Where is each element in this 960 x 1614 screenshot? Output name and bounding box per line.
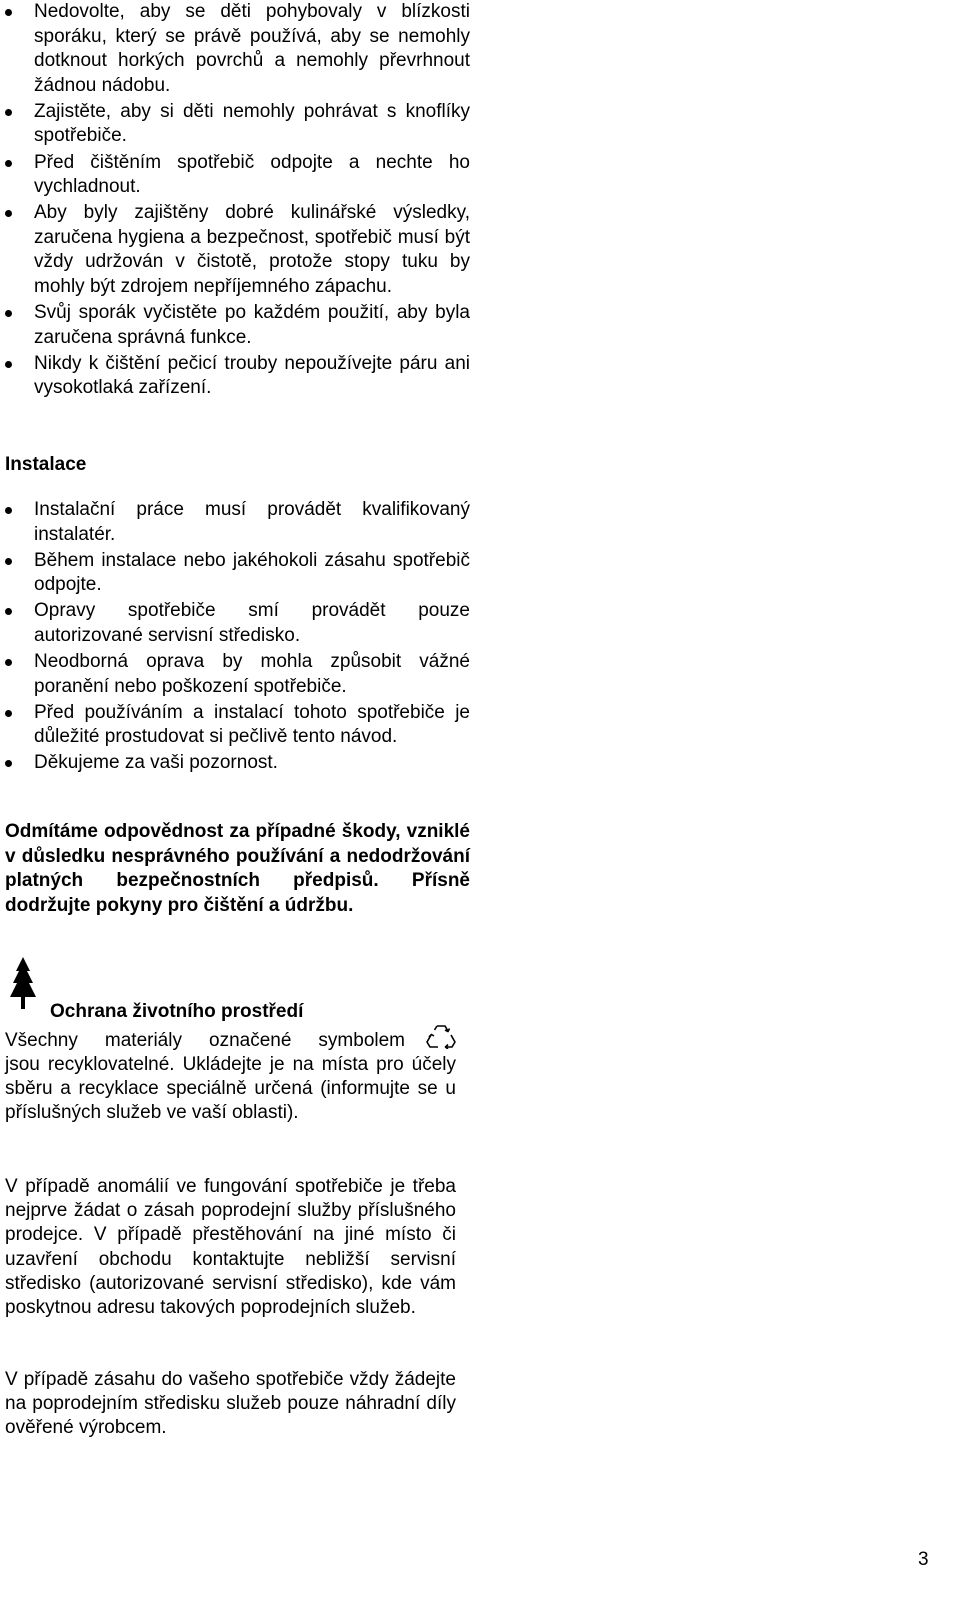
liability-warning: Odmítáme odpovědnost za případné škody, vzniklé v důsledku nesprávného používání a nedodržování platných bezpečnostních předpisů. Přísně dodržujte pokyny pro čištění a údržbu. — [5, 821, 470, 916]
list-item-text: Aby byly zajištěny dobré kulinářské výsledky, zaručena hygiena a bezpečnost, spotřebič musí být vždy udržován v čistotě, protože stopy tuku by mohly být zdrojem nepříjemného zápachu. — [34, 202, 470, 298]
list-item — [0, 599, 470, 648]
tree-icon — [8, 957, 38, 1009]
bullet-icon — [5, 558, 12, 565]
list-item — [0, 498, 470, 547]
list-item — [0, 151, 470, 200]
repair-paragraph: V případě zásahu do vašeho spotřebiče vždy žádejte na poprodejním středisku služeb pouze náhradní díly ověřené výrobcem. — [5, 1369, 456, 1439]
bullet-icon — [5, 9, 12, 16]
list-item-text: Opravy spotřebiče smí provádět pouze autorizované servisní středisko. — [34, 600, 470, 646]
list-item — [0, 352, 470, 401]
bullet-icon — [5, 608, 12, 615]
bullet-icon — [5, 760, 12, 767]
list-item — [0, 100, 470, 149]
page-number: 3 — [918, 1549, 929, 1570]
bullet-icon — [5, 507, 12, 514]
list-item — [0, 0, 470, 98]
list-item — [0, 650, 470, 699]
list-item-text: Instalační práce musí provádět kvalifikovaný instalatér. — [34, 499, 470, 545]
list-item-text: Během instalace nebo jakéhokoli zásahu spotřebič odpojte. — [34, 549, 470, 596]
recycle-icon — [426, 1023, 456, 1049]
list-item — [0, 549, 470, 598]
list-item — [0, 751, 470, 776]
list-item-text: Nikdy k čištění pečicí trouby nepoužívejte páru ani vysokotlaká zařízení. — [34, 352, 470, 399]
list-item-text: Před používáním a instalací tohoto spotřebiče je důležité prostudovat si pečlivě tento návod. — [34, 701, 470, 748]
list-item — [0, 201, 470, 299]
bullet-icon — [5, 109, 12, 116]
list-item-text: Neodborná oprava by mohla způsobit vážné poranění nebo poškození spotřebiče. — [34, 651, 470, 697]
list-item — [0, 301, 470, 350]
bullet-icon — [5, 210, 12, 217]
bullet-icon — [5, 160, 12, 167]
section-heading-instalace: Instalace — [5, 454, 87, 475]
environment-heading: Ochrana životního prostředí — [50, 1001, 304, 1022]
list-item-text: Nedovolte, aby se děti pohybovaly v blízkosti sporáku, který se právě používá, aby se nemohly dotknout horkých povrchů a nemohly převrhnout žádnou nádobu. — [34, 1, 470, 96]
list-item-text: Děkujeme za vaši pozornost. — [34, 752, 278, 774]
safety-list — [0, 0, 470, 403]
list-item-text: Svůj sporák vyčistěte po každém použití, aby byla zaručena správná funkce. — [34, 302, 470, 348]
list-item-text: Před čištěním spotřebič odpojte a nechte ho vychladnout. — [34, 151, 470, 198]
list-item — [0, 701, 470, 750]
install-list — [0, 498, 470, 778]
bullet-icon — [5, 361, 12, 368]
recycle-paragraph-rest: jsou recyklovatelné. Ukládejte je na místa pro účely sběru a recyklace speciálně určená (informujte se u příslušných služeb ve vaší oblasti). — [5, 1054, 456, 1124]
bullet-icon — [5, 659, 12, 666]
recycle-paragraph-first: Všechny materiály označené symbolem — [5, 1030, 405, 1051]
list-item-text: Zajistěte, aby si děti nemohly pohrávat s knoflíky spotřebiče. — [34, 100, 470, 147]
anomaly-paragraph: V případě anomálií ve fungování spotřebiče je třeba nejprve žádat o zásah poprodejní služby příslušného prodejce. V případě přestěhování na jiné místo či uzavření obchodu kontaktujte nebližší servisní středisko (autorizované servisní středisko), kde vám poskytnou adresu takových poprodejních služeb. — [5, 1176, 456, 1319]
bullet-icon — [5, 710, 12, 717]
bullet-icon — [5, 310, 12, 317]
